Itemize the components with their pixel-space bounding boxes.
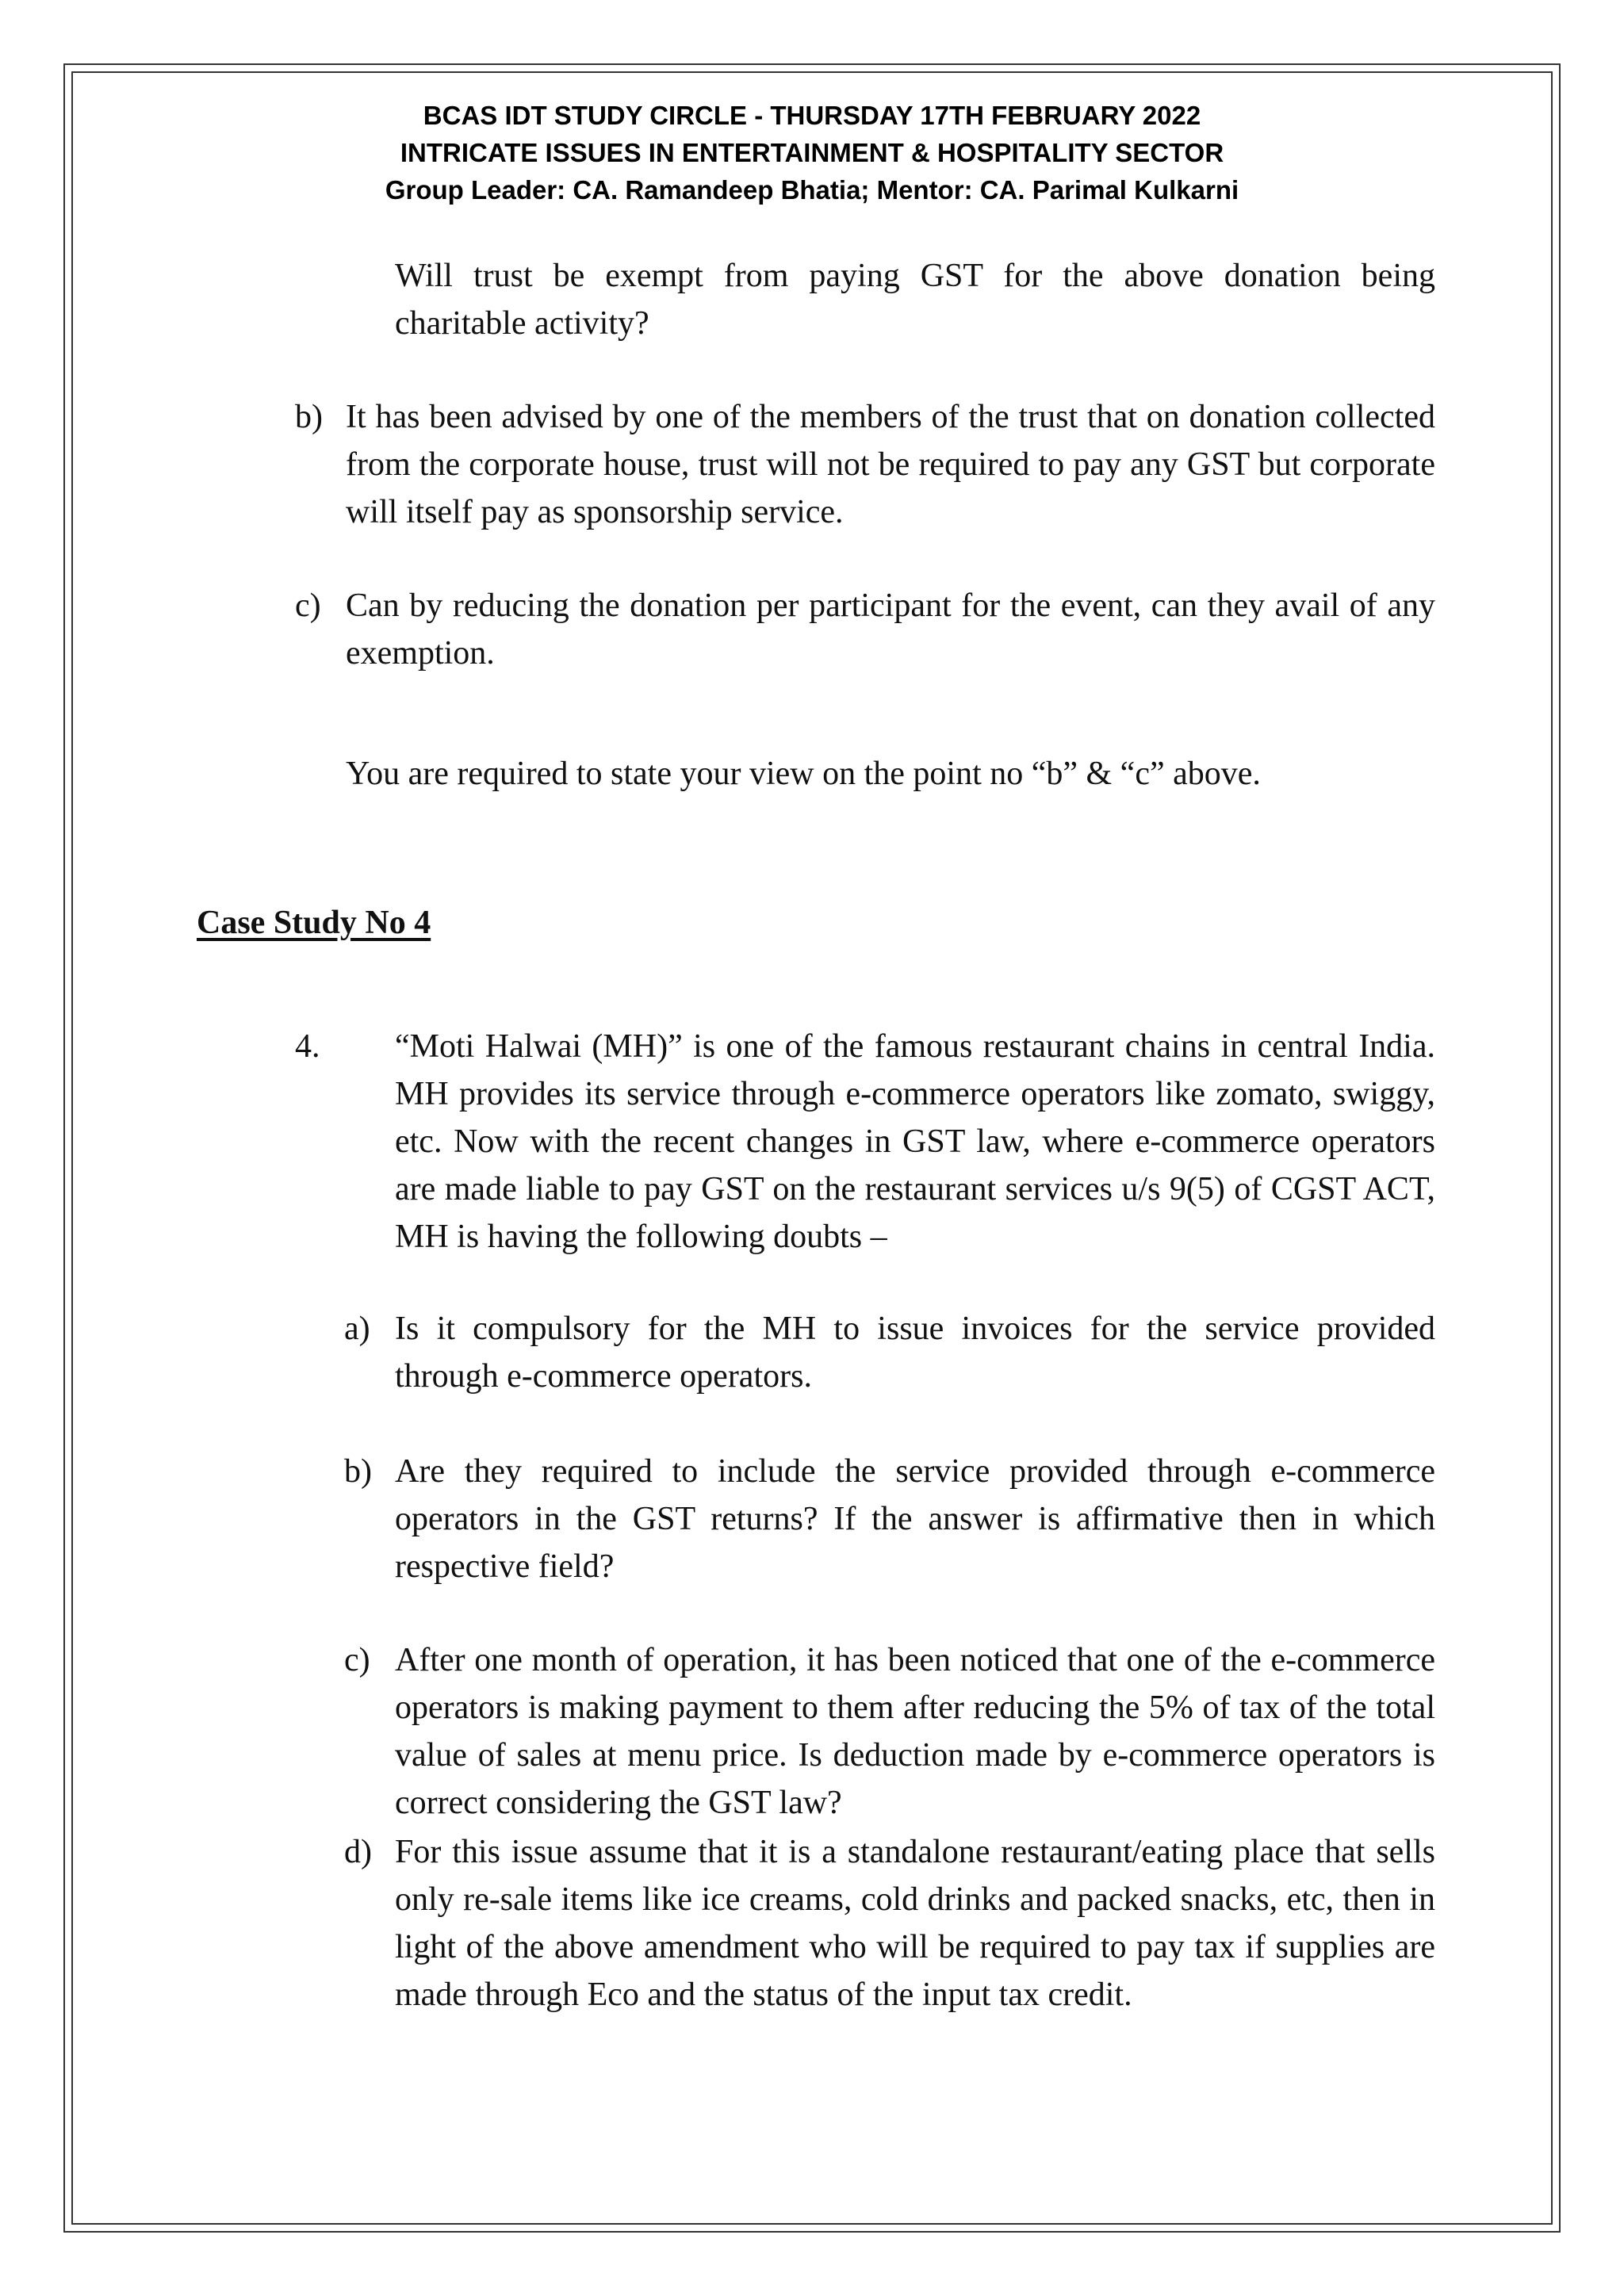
question-a (395, 1305, 1435, 1400)
header-line-3: Group Leader: CA. Ramandeep Bhatia; Mentor: CA. Parimal Kulkarni (385, 175, 1239, 205)
instruction-text: You are required to state your view on the point no “b” & “c” above. (346, 756, 1261, 792)
case4-intro (395, 1023, 1435, 1261)
question-c (395, 1636, 1435, 1827)
continued-paragraph (395, 252, 1435, 347)
question-d-text: For this issue assume that it is a standalone restaurant/eating place that sells only re-sale items like ice creams, cold drinks and packed snacks, etc, then in light of the above amendment who will be required to pay tax if supplies are made through Eco and the status of the input tax credit. (395, 1834, 1435, 2013)
instruction-paragraph (346, 750, 1435, 798)
question-c-label: c) (344, 1642, 370, 1678)
question-a-text: Is it compulsory for the MH to issue invoices for the service provided through e-commerce operators. (395, 1311, 1435, 1395)
prev-item-b-text: It has been advised by one of the members of the trust that on donation collected from the corporate house, trust will not be required to pay any GST but corporate will itself pay as sponsorship service. (346, 399, 1435, 530)
document-header (71, 97, 1553, 209)
prev-item-b-label: b) (295, 399, 323, 435)
case4-number: 4. (295, 1028, 320, 1065)
prev-item-c (346, 582, 1435, 677)
case4-intro-text: “Moti Halwai (MH)” is one of the famous restaurant chains in central India. MH provides its service through e-commerce operators like zomato, swiggy, etc. Now with the recent changes in GST law, where e-commerce operators are made liable to pay GST on the restaurant services u/s 9(5) of CGST ACT, MH is having the following doubts – (395, 1028, 1435, 1255)
question-d (395, 1828, 1435, 2019)
question-a-label: a) (344, 1311, 370, 1347)
question-b (395, 1448, 1435, 1590)
question-b-label: b) (344, 1453, 372, 1490)
question-b-text: Are they required to include the service provided through e-commerce operators in the GST returns? If the answer is affirmative then in which respective field? (395, 1453, 1435, 1585)
header-line-1: BCAS IDT STUDY CIRCLE - THURSDAY 17TH FEBRUARY 2022 (423, 101, 1201, 130)
question-c-text: After one month of operation, it has been noticed that one of the e-commerce operators is making payment to them after reducing the 5% of tax of the total value of sales at menu price. Is deduction made by e-commerce operators is correct considering the GST law? (395, 1642, 1435, 1821)
question-d-label: d) (344, 1834, 372, 1870)
case-study-title: Case Study No 4 (197, 905, 431, 941)
continued-text: Will trust be exempt from paying GST for the above donation being charitable activity? (395, 258, 1435, 342)
prev-item-c-text: Can by reducing the donation per participant for the event, can they avail of any exemption. (346, 587, 1435, 672)
header-line-2: INTRICATE ISSUES IN ENTERTAINMENT & HOSPITALITY SECTOR (400, 138, 1224, 167)
prev-item-b (346, 393, 1435, 536)
prev-item-c-label: c) (295, 587, 321, 624)
